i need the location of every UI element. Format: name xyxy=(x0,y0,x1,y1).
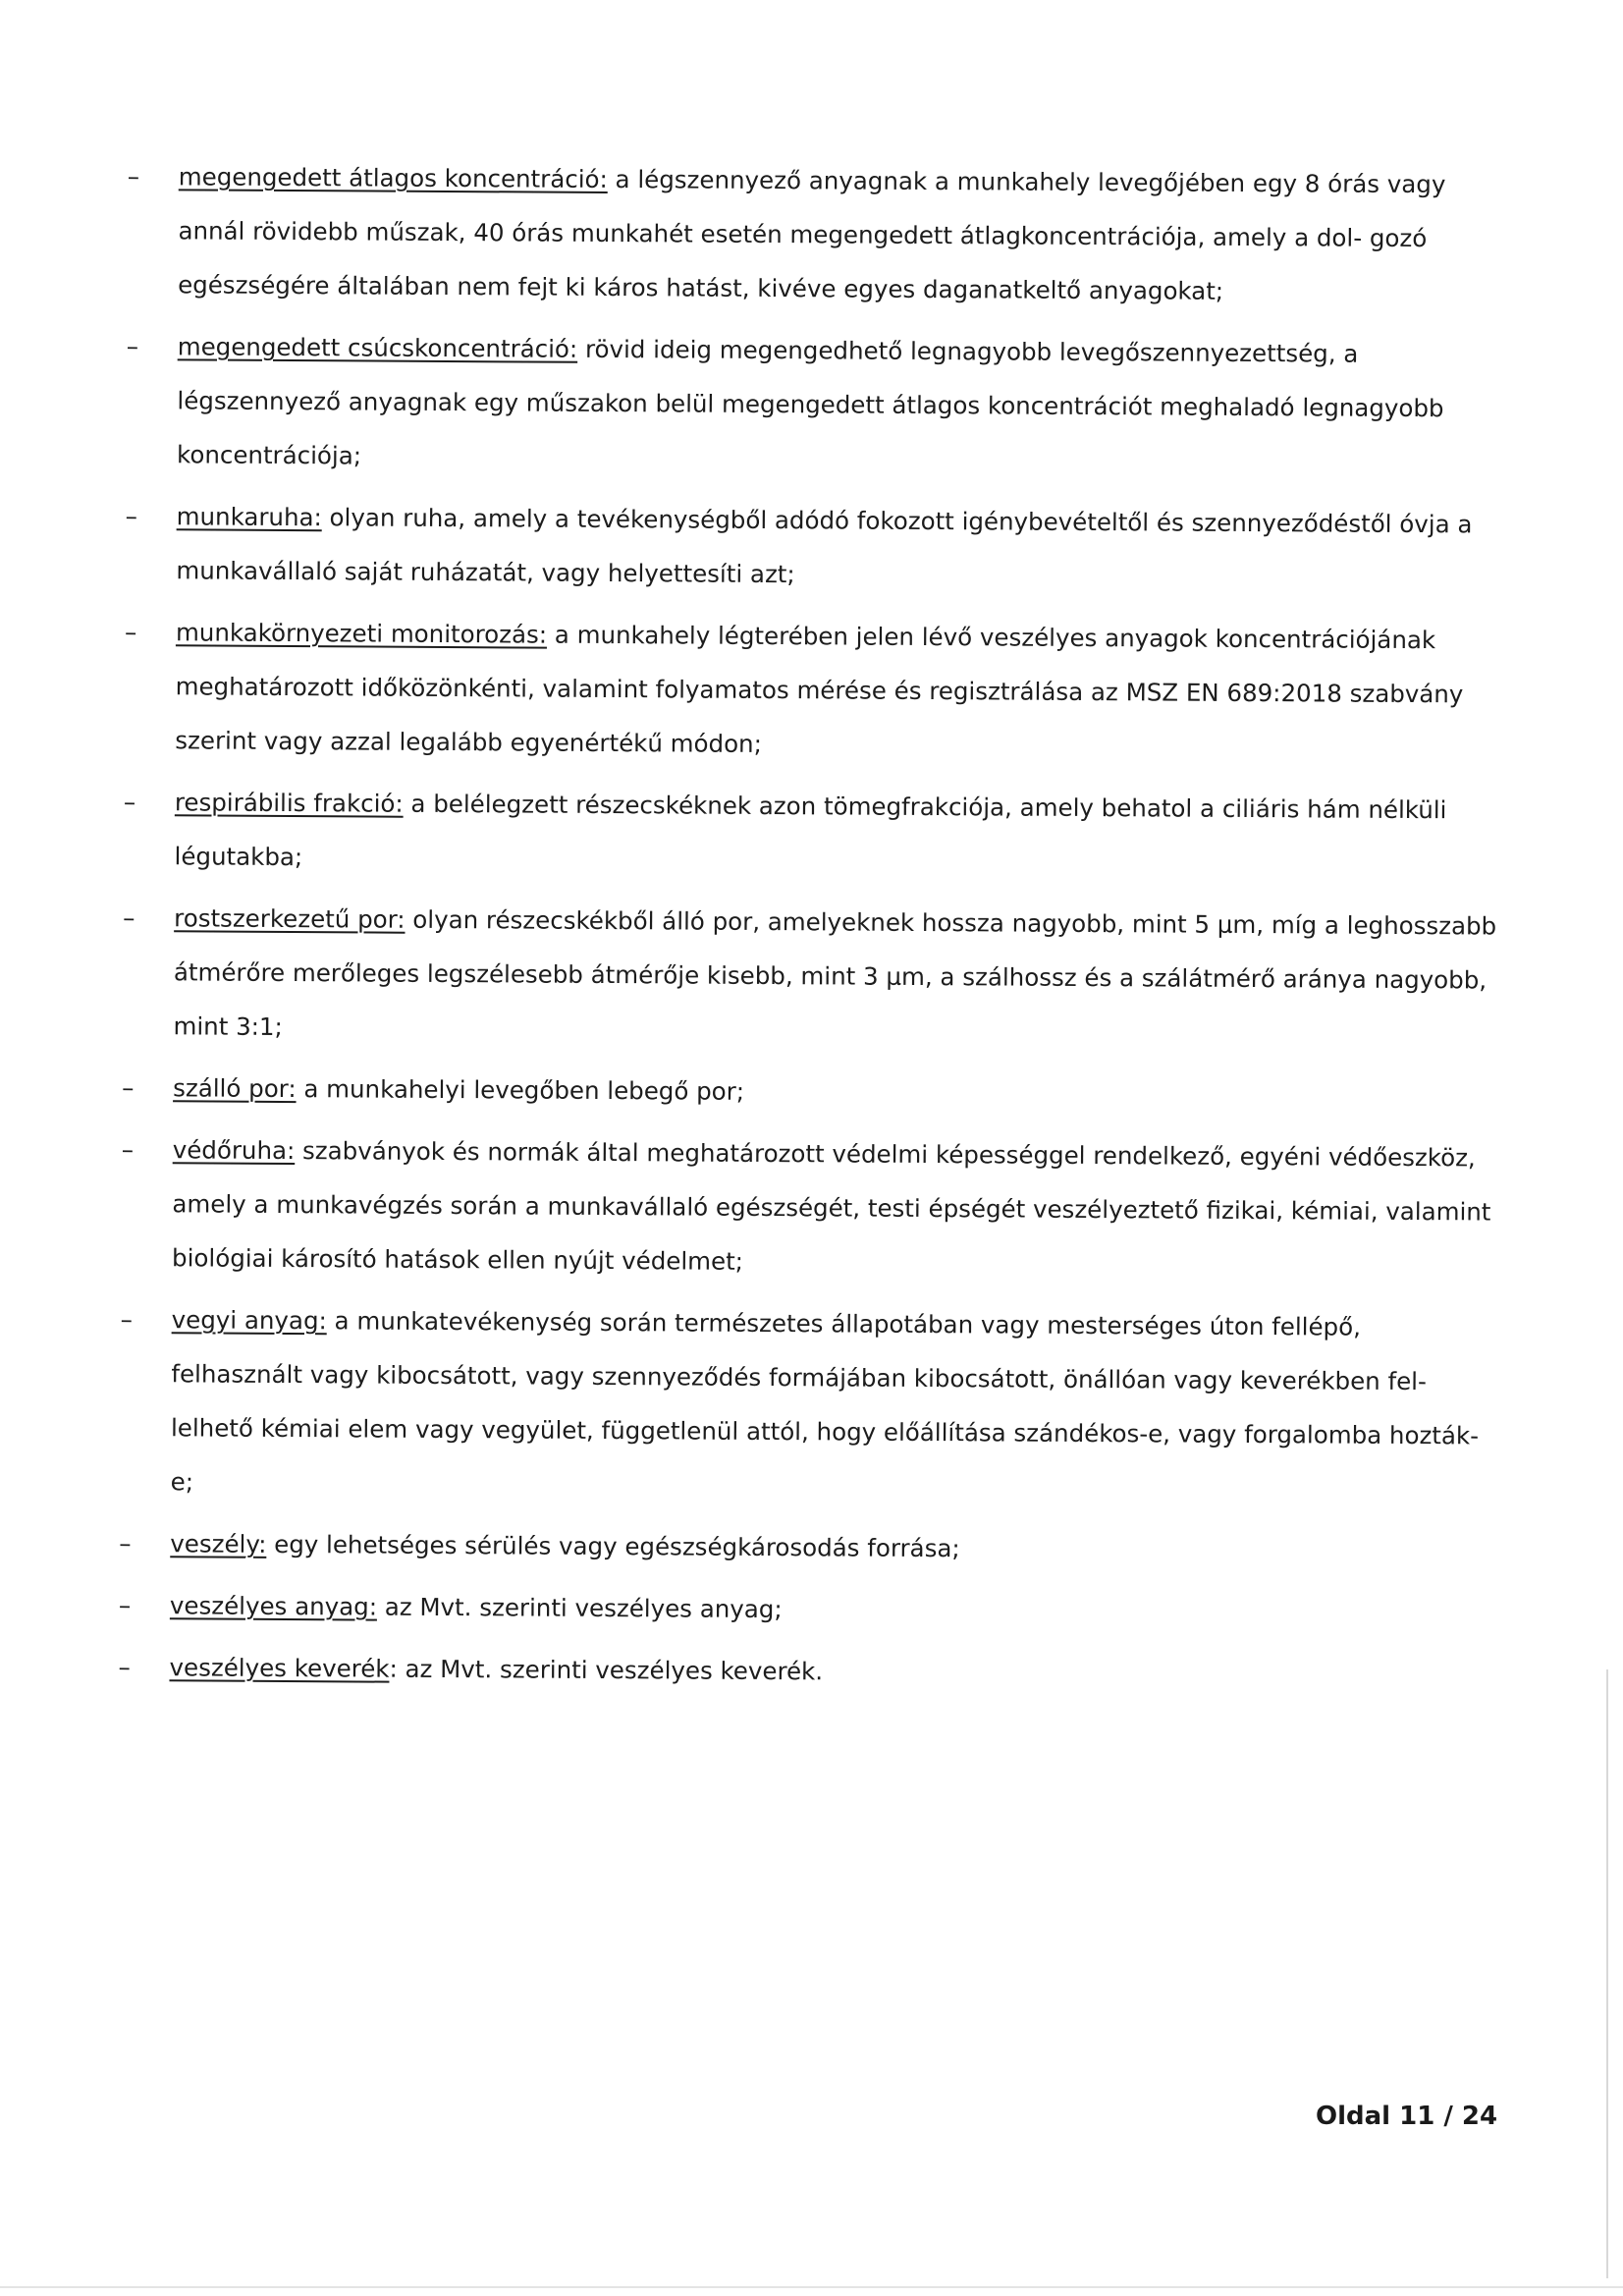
definition-term: munkakörnyezeti monitorozás: xyxy=(175,618,548,649)
definition-text: az Mvt. szerinti veszélyes anyag; xyxy=(376,1592,783,1624)
definition-term: szálló por: xyxy=(173,1073,297,1104)
list-dash: – xyxy=(120,1304,134,1335)
list-dash: – xyxy=(122,1072,135,1103)
definition-item xyxy=(124,605,1499,776)
definition-term: védőruha: xyxy=(172,1135,296,1166)
definition-text: a munkahelyi levegőben lebegő por; xyxy=(296,1074,745,1106)
definition-item xyxy=(121,1122,1496,1293)
definition-item xyxy=(125,489,1500,606)
definition-term: megengedett átlagos koncentráció: xyxy=(178,162,608,193)
list-dash: – xyxy=(124,617,137,647)
definition-term: megengedett csúcskoncentráció: xyxy=(177,332,578,363)
definitions-list xyxy=(118,149,1502,1711)
definition-item xyxy=(119,1578,1493,1641)
definition-text: : az Mvt. szerinti veszélyes keverék. xyxy=(389,1654,824,1686)
definition-term: veszélyes anyag: xyxy=(169,1591,378,1621)
definition-item xyxy=(127,149,1502,320)
list-dash: – xyxy=(123,787,136,817)
definition-text: a munkahely légterében jelen lévő veszélyes anyagok koncentrációjának meghatározott időközönkénti, valamint folyamatos mérése és regisztrálása az MSZ EN 689:2018 szabvány szerint vagy azzal legalább egyenértékű módon; xyxy=(175,620,1464,758)
definition-term: veszély: xyxy=(170,1529,267,1558)
definition-term: respirábilis frakció: xyxy=(174,788,404,818)
definition-term: rostszerkezetű por: xyxy=(174,903,406,934)
definition-text: rövid ideig megengedhető legnagyobb levegőszennyezettség, a légszennyező anyagnak egy műszakon belül megengedett átlagos koncentrációt meghaladó legnagyobb koncentrációja; xyxy=(177,334,1444,470)
definition-text: olyan ruha, amely a tevékenységből adódó fokozott igénybevételtől és szennyeződéstől óvja a munkavállaló saját ruházatát, vagy helyettesíti azt; xyxy=(176,503,1473,589)
definition-item xyxy=(118,1640,1492,1703)
definition-text: a munkatevékenység során természetes állapotában vagy mesterséges úton fellépő, felhasznált vagy kibocsátott, vagy szennyeződés formájában kibocsátott, önállóan vagy keverékben fel- lelhető kémiai elem vagy vegyület, függetlenül attól, hogy előállítása szándékos-e, vagy forgalomba hozták-e; xyxy=(170,1306,1480,1497)
list-dash: – xyxy=(118,1652,131,1682)
list-dash: – xyxy=(126,331,139,361)
definition-item xyxy=(120,1292,1495,1517)
definition-item xyxy=(122,1061,1496,1123)
definition-item xyxy=(122,891,1497,1062)
list-dash: – xyxy=(119,1528,132,1558)
definition-term: vegyi anyag: xyxy=(171,1305,327,1336)
list-dash: – xyxy=(125,501,138,531)
definition-term: munkaruha: xyxy=(176,502,322,532)
definition-text: a belélegzett részecskéknek azon tömegfrakciója, amely behatol a ciliáris hám nélküli légutakba; xyxy=(174,789,1447,872)
page-number: Oldal 11 / 24 xyxy=(1316,2102,1498,2131)
definition-text: olyan részecskékből álló por, amelyeknek hossza nagyobb, mint 5 µm, míg a leghosszabb átmérőre merőleges legszélesebb átmérője kisebb, mint 3 µm, a szálhossz és a szálátmérő aránya nagyobb, mint 3:1; xyxy=(173,904,1497,1041)
definition-text: a légszennyező anyagnak a munkahely levegőjében egy 8 órás vagy annál rövidebb műszak, 40 órás munkahét esetén megengedett átlagkoncentrációja, amely a dol- gozó egészségére általában nem fejt ki káros hatást, kivéve egyes daganatkeltő anyagokat; xyxy=(178,164,1446,305)
list-dash: – xyxy=(118,1590,132,1620)
definition-text: szabványok és normák által meghatározott védelmi képességgel rendelkező, egyéni védőeszköz, amely a munkavégzés során a munkavállaló egészségét, testi épségét veszélyeztető fizikai, kémiai, valamint biológiai károsító hatások ellen nyújt védelmet; xyxy=(172,1136,1491,1276)
list-dash: – xyxy=(121,1134,135,1165)
scan-edge-shadow-bottom xyxy=(0,2286,1623,2288)
list-dash: – xyxy=(127,161,140,191)
definition-term: veszélyes keverék xyxy=(169,1653,390,1683)
list-dash: – xyxy=(123,902,135,933)
definition-text: egy lehetséges sérülés vagy egészségkárosodás forrása; xyxy=(266,1529,960,1563)
definition-item xyxy=(123,775,1498,892)
scan-edge-shadow-right xyxy=(1606,1669,1608,2278)
definition-item xyxy=(126,319,1501,490)
definition-item xyxy=(119,1516,1493,1579)
